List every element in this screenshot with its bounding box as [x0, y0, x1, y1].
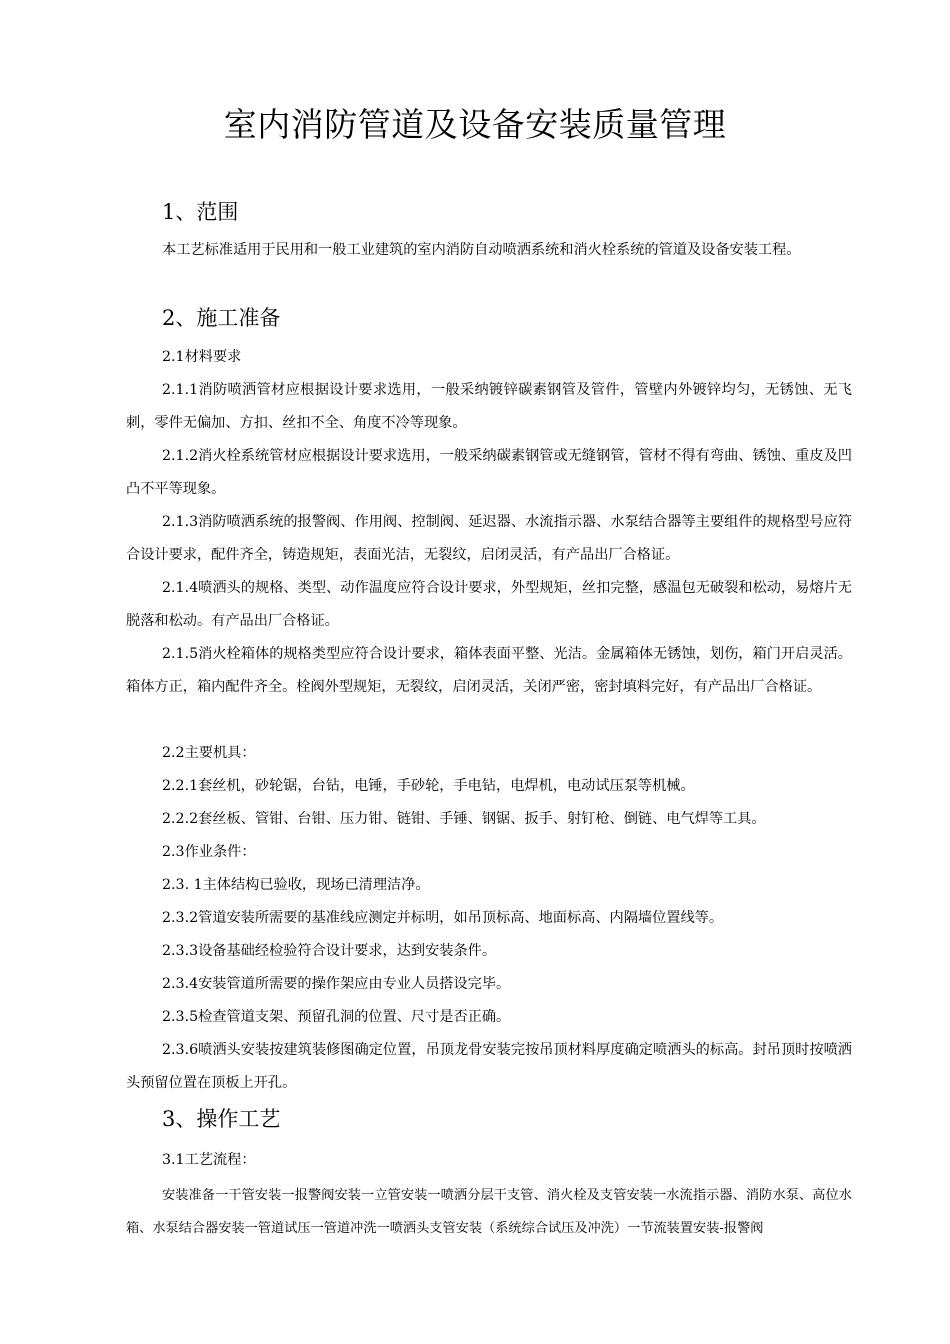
- subheading-tools: 2.2主要机具：: [162, 745, 256, 761]
- paragraph-2-2-2: 2.2.2套丝板、管钳、台钳、压力钳、链钳、手锤、钢锯、扳手、射钉枪、倒链、电气焊等工具。: [162, 811, 766, 827]
- paragraph-2-1-5: 2.1.5消火栓箱体的规格类型应符合设计要求，箱体表面平整、光洁。金属箱体无锈蚀，划伤，箱门开启灵活。箱体方正，箱内配件齐全。栓阀外型规矩，无裂纹，启闭灵活，关闭严密，密封填料完好，有产品出厂合格证。: [126, 646, 852, 695]
- paragraph-2-3-2: 2.3.2管道安装所需要的基准线应测定并标明，如吊顶标高、地面标高、内隔墙位置线等。: [162, 910, 724, 926]
- section-heading-process: 3、操作工艺: [162, 1107, 281, 1131]
- subheading-process-flow: 3.1工艺流程：: [162, 1152, 256, 1168]
- subheading-conditions: 2.3作业条件：: [162, 844, 256, 860]
- document-title: 室内消防管道及设备安装质量管理: [223, 105, 727, 144]
- paragraph-2-1-1: 2.1.1消防喷洒管材应根据设计要求选用，一般采纳镀锌碳素钢管及管件，管壁内外镀锌均匀，无锈蚀、无飞刺，零件无偏加、方扣、丝扣不全、角度不冷等现象。: [126, 382, 852, 431]
- paragraph-2-3-6: 2.3.6喷洒头安装按建筑装修图确定位置，吊顶龙骨安装完按吊顶材料厚度确定喷洒头的标高。封吊顶时按喷洒头预留位置在顶板上开孔。: [126, 1042, 852, 1091]
- paragraph-2-3-5: 2.3.5检查管道支架、预留孔洞的位置、尺寸是否正确。: [162, 1009, 511, 1025]
- paragraph-process-flow: 安装准备一干管安装一报警阀安装一立管安装一喷洒分层干支管、消火栓及支管安装一水流指示器、消防水泵、高位水箱、水泵结合器安装一管道试压一管道冲洗一喷洒头支管安装（系统综合试压及冲洗）一节流装置安装-报警阀: [126, 1188, 852, 1236]
- paragraph-2-1-4: 2.1.4喷洒头的规格、类型、动作温度应符合设计要求，外型规矩，丝扣完整，感温包无破裂和松动，易熔片无脱落和松动。有产品出厂合格证。: [126, 580, 852, 629]
- paragraph-2-3-4: 2.3.4安装管道所需要的操作架应由专业人员搭设完毕。: [162, 976, 511, 992]
- paragraph-2-3-3: 2.3.3设备基础经检验符合设计要求，达到安装条件。: [162, 943, 497, 959]
- paragraph-2-1-2: 2.1.2消火栓系统管材应根据设计要求选用，一般采纳碳素钢管或无缝钢管，管材不得有弯曲、锈蚀、重皮及凹凸不平等现象。: [126, 448, 852, 497]
- paragraph-2-2-1: 2.2.1套丝机，砂轮锯，台钻，电锤，手砂轮，手电钻，电焊机，电动试压泵等机械。: [162, 778, 695, 794]
- section-heading-scope: 1、范围: [162, 200, 239, 224]
- paragraph-2-3-1: 2.3. 1主体结构已验收，现场已清理洁净。: [162, 877, 430, 893]
- paragraph-2-1-3: 2.1.3消防喷洒系统的报警阀、作用阀、控制阀、延迟器、水流指示器、水泵结合器等主要组件的规格型号应符合设计要求，配件齐全，铸造规矩，表面光洁，无裂纹，启闭灵活，有产品出厂合格证。: [126, 514, 852, 563]
- paragraph-scope: 本工艺标准适用于民用和一般工业建筑的室内消防自动喷洒系统和消火栓系统的管道及设备安装工程。: [162, 242, 801, 258]
- subheading-materials: 2.1材料要求: [162, 349, 242, 365]
- section-heading-preparation: 2、施工准备: [162, 306, 281, 330]
